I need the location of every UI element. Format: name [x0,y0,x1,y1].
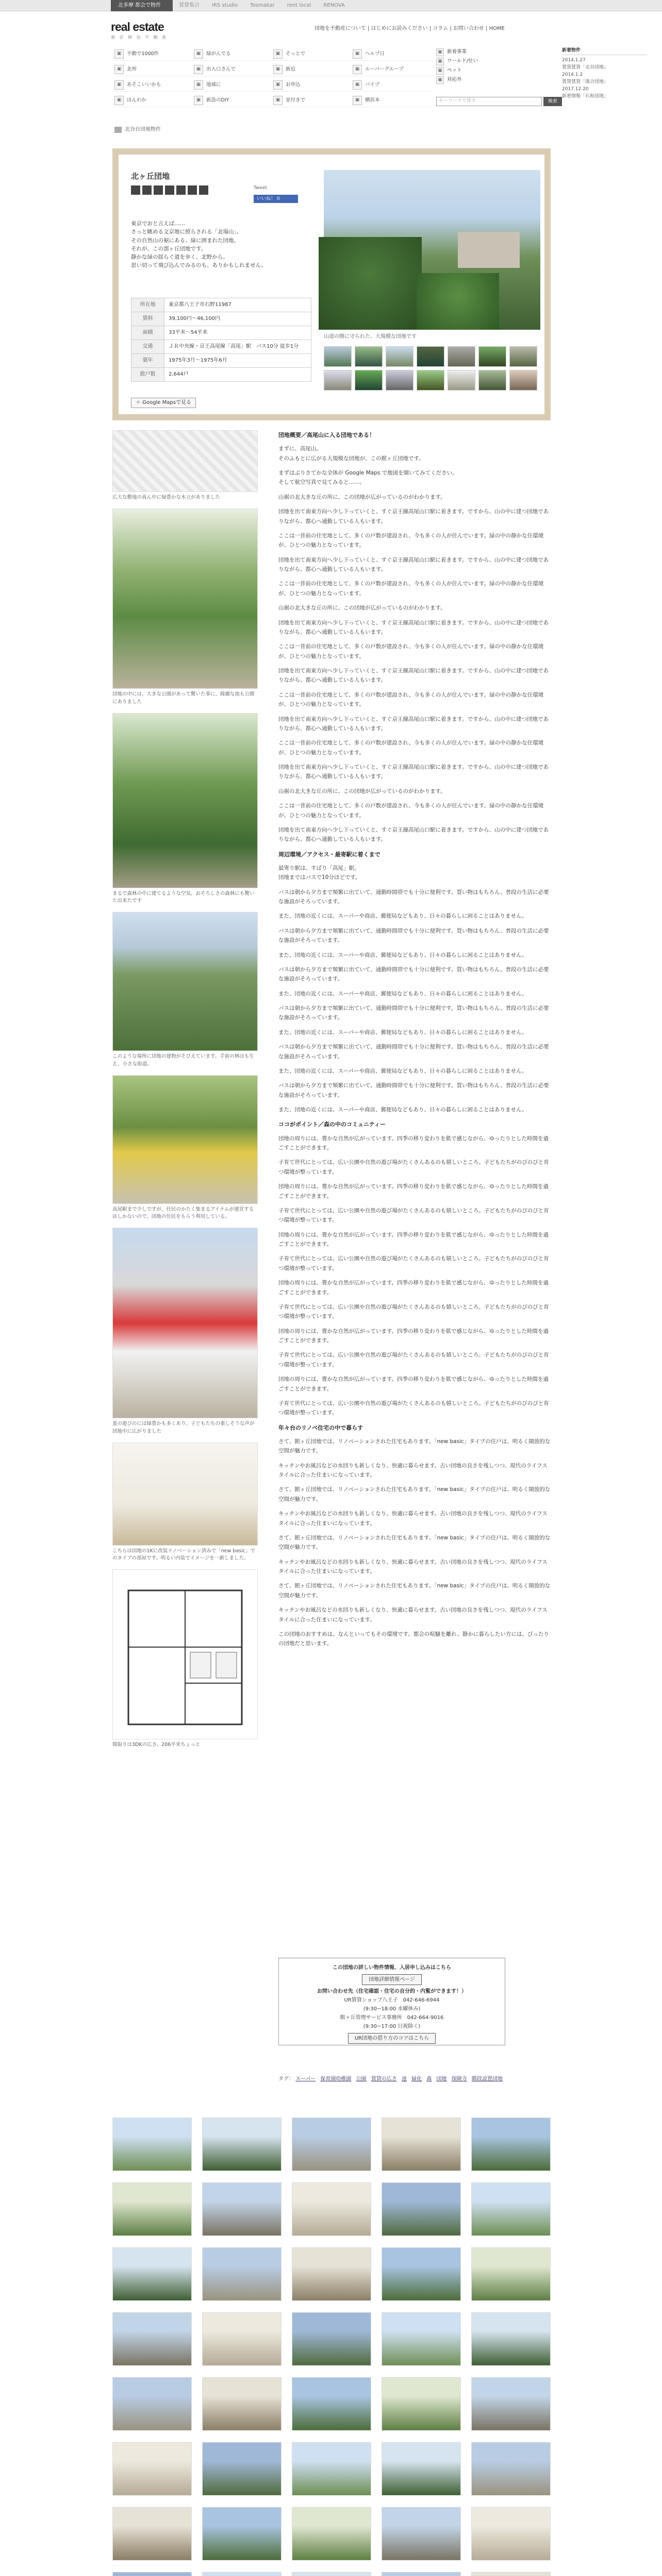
photo-caption: まるで森林の中に建てるような空気。おそろしさの森林にも驚いた出来たです [112,890,255,904]
category-nav [114,47,432,107]
article-photo[interactable] [112,509,258,689]
news-line: 2014.1.27 [562,57,586,63]
thumbnail[interactable] [509,370,537,391]
gallery-photo[interactable] [112,2572,192,2576]
feature-label: 新着事業 [447,49,467,55]
tweet-button[interactable]: Tweet [254,185,267,191]
gallery-photo[interactable] [112,2182,192,2236]
nav-label: そっとで [286,50,306,57]
tree-shape [417,273,499,330]
gallery-photo[interactable] [382,2442,461,2496]
category-icon: ▣ [353,65,362,74]
top-link-4[interactable]: rent local [287,3,311,8]
area-selector[interactable]: 北多摩 都会で物件探し 選ぶ ▼ [111,0,173,11]
tag-link[interactable]: 保育園幼稚園 [320,2076,352,2082]
gallery-photo[interactable] [382,2247,461,2301]
breadcrumb-current: 北谷台団地物件 [125,127,161,132]
paragraph: バスは朝から夕方まで頻繁に出ていて、通勤時間帯でも十分に便利です。買い物はもちろん、普段の生活に必要な施設がそろっています。 [278,927,549,944]
gallery-photo[interactable] [202,2182,282,2236]
gallery-photo[interactable] [471,2312,551,2366]
gallery-photo[interactable] [382,2117,461,2171]
property-intro: 東京でおと言えば…… さっと眺める文京地に照らされる「北場山」。 その自然山の裾にある、緑に囲まれた団地。 それが、この部ヶ丘団地です。 静かな緑の揺らぐ道を歩く、北野から。 思い切って飛び込んでみるのも、ありかもしれません。 [131,221,267,269]
nav-item[interactable] [353,78,432,92]
spec-value: ＪＲ中央線・京王高尾線「高尾」駅 バス10分 徒歩1分 [164,340,311,354]
paragraph: また、団地の近くには、スーパーや商店、郵便局などもあり、日々の暮らしに困ることはありません。 [278,990,527,997]
spec-label: 賃料 [131,312,164,326]
thumbnail[interactable] [448,346,475,367]
table-row [131,368,311,382]
feature-icons [131,185,208,195]
category-icon: ▣ [436,48,444,56]
paragraph: 団地の周りには、豊かな自然が広がっています。四季の移り変わりを肌で感じながら、ゆったりとした時間を過ごすことができます。 [278,1328,549,1344]
nav-item[interactable] [194,63,273,76]
photo-caption: 間取りは3DKの広さ。206平米ちょっと [112,1742,201,1748]
contact-line: (9:30~18:00 水曜休み) [363,2006,421,2012]
tree-shape [319,237,422,330]
nav-item[interactable] [273,94,353,107]
nav-item[interactable] [353,94,432,107]
article-body [278,430,552,1654]
thumbnail-strip [324,346,540,391]
tag-link[interactable]: 階段設置団地 [471,2076,503,2082]
gallery-photo[interactable] [112,2312,192,2366]
feature-icon [165,185,174,195]
gallery-photo[interactable] [471,2182,551,2236]
top-link-2[interactable]: IRS studio [212,3,238,8]
article-photo[interactable] [112,1443,258,1546]
gallery-photo[interactable] [292,2117,371,2171]
contact-line: (9:30~17:00 日祝除く) [363,2024,421,2029]
spec-table [131,298,311,382]
section-heading: 周辺環境／アクセス・最寄駅に着くまで [278,851,380,858]
category-icon: ▣ [353,80,362,90]
paragraph: バスは朝から夕方まで頻繁に出ていて、通勤時間帯でも十分に便利です。買い物はもちろん、普段の生活に必要な施設がそろっています。 [278,1005,549,1021]
feature-icon [154,185,163,195]
contact-line: 館ヶ丘管理サービス事務所 042-664-9016 [340,2015,444,2021]
gallery-photo[interactable] [382,2507,461,2561]
paragraph: ここは一昔前の住宅地として、多くの戸数が建設され、今も多くの人が住んでいます。緑の中の静かな住環境が、ひとつの魅力となっています。 [278,643,544,659]
tag-link[interactable]: 公園 [356,2076,367,2082]
category-icon: ▣ [114,96,124,105]
news-line[interactable]: 賃貸賃貸「北谷団地」 [562,64,609,70]
gallery-photo[interactable] [202,2117,282,2171]
category-icon: ▣ [194,80,203,90]
gallery-photo[interactable] [471,2572,551,2576]
tag-link[interactable]: スーパー [295,2076,316,2082]
category-icon: ▣ [194,49,203,59]
spec-value: 39,100円～46,100円 [164,312,311,326]
gallery-photo[interactable] [292,2507,371,2561]
table-row [131,354,311,368]
building-shape [458,232,520,268]
photo-caption: こちらは団地の1Kに改装リノベーション済みで「new basic」でのタイプの部屋です。明るい内装でイメージを一新しました。 [112,1548,255,1561]
paragraph: 山裾の北大きな丘の所に、この団地が広がっているのがわかります。 [278,605,446,612]
thumbnail[interactable] [355,370,383,391]
news-box [562,47,647,100]
property-title: 北ヶ丘団地 [131,172,170,181]
photo-caption: 団地の中には、大きな公園があって驚いた事に、綺麗な池も公園にありました [112,691,255,705]
paragraph: ここは一昔前の住宅地として、多くの戸数が建設され、今も多くの人が住んでいます。緑の中の静かな住環境が、ひとつの魅力となっています。 [278,803,544,819]
contact-line: お問い合わせ先（住宅確認・住宅の自分的・内覧ができます！） [317,1989,467,1994]
thumbnail[interactable] [324,346,352,367]
nav-item[interactable] [114,94,194,107]
logo-main: real estate [111,20,164,33]
spec-value: 1975年3月～1975年6月 [164,354,311,368]
nav-item[interactable] [273,78,353,92]
gallery-photo[interactable] [382,2572,461,2576]
article-photo[interactable] [112,713,258,888]
nav-label: 出入口さんで [206,66,236,72]
paragraph: さて、館ヶ丘団地では、リノベーションされた住宅もあります。「new basic」タイプの住戸は、明るく開放的な空間が魅力です。 [278,1583,551,1599]
tag-link[interactable]: 池 [401,2076,407,2082]
feature-link[interactable] [436,47,550,57]
nav-label: 不動で1000件 [127,50,159,57]
photo-caption: 高尾駅まで少しですが、住民のかたく集まるアイテムが運営する店しかないので、団地の住民をもらう利用している。 [112,1206,254,1219]
gallery-photo[interactable] [112,2247,192,2301]
main-photo[interactable] [324,170,540,330]
paragraph: また、団地の近くには、スーパーや商店、郵便局などもあり、日々の暮らしに困ることはありません。 [278,952,527,958]
header-nav[interactable]: 団地を不動産について | はじめにお読みください | コラム | お問い合わせ | HOME [315,26,505,31]
nav-item[interactable] [194,47,273,61]
gallery-photo[interactable] [292,2182,371,2236]
section-heading: 団地概要／高尾山に入る団地である！ [278,432,375,438]
paragraph: 団地を出て南東方向へ少し下っていくと、すぐ京王線高尾山口駅に着きます。ですから、山の中に建つ団地でありながら、都心へ通勤している人もいます。 [278,826,549,843]
gallery-photo[interactable] [471,2442,551,2496]
category-icon: ▣ [273,80,283,90]
top-link-5[interactable]: RENOVA [323,3,345,8]
paragraph: 団地を出て南東方向へ少し下っていくと、すぐ京王線高尾山口駅に着きます。ですから、山の中に建つ団地でありながら、都心へ通勤している人もいます。 [278,668,549,684]
section-heading: 年々台のリノベ住宅の中で暮らす [278,1424,363,1431]
feature-link[interactable] [436,57,550,66]
tag-list [278,2075,506,2083]
contact-line: UR賃貸ショップ八王子 042-646-6944 [344,1997,440,2003]
category-icon: ▣ [436,67,444,75]
nav-item[interactable] [273,63,353,76]
paragraph: 団地の周りには、豊かな自然が広がっています。四季の移り変わりを肌で感じながら、ゆったりとした時間を過ごすことができます。 [278,1231,549,1247]
paragraph: さて、館ヶ丘団地では、リノベーションされた住宅もあります。「new basic」タイプの住戸は、明るく開放的な空間が魅力です。 [278,1534,551,1551]
like-button[interactable]: いいね！ 0 [254,195,298,203]
paragraph: ここは一昔前の住宅地として、多くの戸数が建設され、今も多くの人が住んでいます。緑の中の静かな住環境が、ひとつの魅力となっています。 [278,691,544,708]
paragraph: 団地を出て南東方向へ少し下っていくと、すぐ京王線高尾山口駅に着きます。ですから、山の中に建つ団地でありながら、都心へ通勤している人もいます。 [278,556,549,572]
paragraph: また、団地の近くには、スーパーや商店、郵便局などもあり、日々の暮らしに困ることはありません。 [278,913,527,920]
paragraph: さて、館ヶ丘団地では、リノベーションされた住宅もあります。「new basic」タイプの住戸は、明るく開放的な空間が魅力です。 [278,1438,551,1454]
section-heading: ココがポイント／森の中のコミュニティー [278,1121,386,1128]
paragraph: バスは朝から夕方まで頻繁に出ていて、通勤時間帯でも十分に便利です。買い物はもちろん、普段の生活に必要な施設がそろっています。 [278,889,549,905]
feature-icon [131,185,140,195]
table-row [131,298,311,312]
google-maps-button[interactable]: ＋ Google Mapsで見る [131,398,196,408]
paragraph: バスは朝から夕方まで頻繁に出ていて、通勤時間帯でも十分に便利です。買い物はもちろん、普段の生活に必要な施設がそろっています。 [278,1044,549,1060]
home-icon[interactable] [114,127,122,133]
nav-item[interactable] [194,78,273,92]
paragraph: キッチンやお風呂などの水回りも新しくなり、快適に暮らせます。古い団地の良さを残しつつ、現代のライフスタイルに合った住まいになっています。 [278,1511,548,1527]
gallery-photo[interactable] [471,2117,551,2171]
site-map-image[interactable] [112,430,258,492]
spec-value: 東京都八王子市石野11987 [164,298,311,312]
feature-icon [188,185,197,195]
thumbnail[interactable] [478,346,506,367]
search-input[interactable]: キーワードで探す [436,97,542,106]
nav-label: 地域に [206,81,221,88]
category-icon: ▣ [194,96,203,105]
feature-icon [176,185,186,195]
paragraph: バスは朝から夕方まで頻繁に出ていて、通勤時間帯でも十分に便利です。買い物はもちろん、普段の生活に必要な施設がそろっています。 [278,1082,549,1098]
news-line[interactable]: 賃貸賃貸「落合団地」 [562,79,609,84]
gallery-photo[interactable] [202,2312,282,2366]
photo-gallery [112,2117,551,2576]
paragraph: 山裾の北大きな丘の所に、この団地が広がっているのがわかります。 [278,788,446,794]
category-icon: ▣ [273,49,283,59]
feature-icon [199,185,208,195]
category-icon: ▣ [436,76,444,84]
photo-caption: 山道の側に守られた、大規模な団地です [324,334,417,340]
thumbnail[interactable] [324,370,352,391]
spec-label: 面積 [131,326,164,340]
spec-label: 築年 [131,354,164,368]
nav-label: 横浜本 [365,97,380,103]
detail-page-button[interactable]: 団地詳細情報ページ [362,1974,422,1985]
nav-item[interactable] [353,47,432,61]
spec-label: 交通 [131,340,164,354]
nav-item[interactable] [114,78,194,92]
table-row [131,326,311,340]
site-logo[interactable] [111,18,188,41]
gallery-photo[interactable] [292,2442,371,2496]
category-icon: ▣ [353,96,362,105]
paragraph: また、団地の近くには、スーパーや商店、郵便局などもあり、日々の暮らしに困ることはありません。 [278,1029,527,1036]
tag-link[interactable]: 緑化 [411,2076,422,2082]
thumbnail[interactable] [386,346,413,367]
paragraph: この団地のおすすめは、なんといってもその環境です。都会の喧騒を離れ、静かに暮らしたい方には、ぴったりの団地だと思います。 [278,1631,549,1647]
gallery-photo[interactable] [471,2247,551,2301]
gallery-photo[interactable] [471,2377,551,2431]
nav-item[interactable] [353,63,432,76]
gallery-photo[interactable] [471,2507,551,2561]
paragraph: キッチンやお風呂などの水回りも新しくなり、快適に暮らせます。古い団地の良さを残しつつ、現代のライフスタイルに合った住まいになっています。 [278,1607,548,1623]
feature-link[interactable] [436,75,550,84]
paragraph: ここは一昔前の住宅地として、多くの戸数が建設され、今も多くの人が住んでいます。緑の中の静かな住環境が、ひとつの魅力となっています。 [278,740,544,756]
spec-label: 所在地 [131,298,164,312]
ur-tips-button[interactable]: UR団地の借り方のコツはこちら [348,2033,436,2044]
category-icon: ▣ [114,80,124,90]
nav-label: ルーバーグループ [365,66,404,72]
paragraph: バスは朝から夕方まで頻繁に出ていて、通勤時間帯でも十分に便利です。買い物はもちろん、普段の生活に必要な施設がそろっています。 [278,966,549,982]
feature-icon [142,185,152,195]
floor-plan-image[interactable] [112,1569,258,1739]
nav-label: 新設のDIY [206,97,229,103]
gallery-photo[interactable] [202,2442,282,2496]
thumbnail[interactable] [386,370,413,391]
photo-caption: 夏の遊びのには緑豊かも多くあり、子どもたちの楽しそうな声が団地中に広がりました [112,1421,255,1434]
feature-links [436,47,550,84]
paragraph: まずはぶりさてかな全体が Google Maps で地図を開いてみてください。 そして航空写真で見てみると……。 [278,470,458,486]
feature-label: ワールド/住い [447,58,478,64]
paragraph: 山裾の北大きな丘の所に、この団地が広がっているのがわかります。 [278,494,446,500]
gallery-photo[interactable] [292,2572,371,2576]
gallery-photo[interactable] [382,2312,461,2366]
news-line: 2014.1.2 [562,72,583,77]
tag-link[interactable]: 保険寺 [451,2076,467,2082]
property-summary [112,148,551,420]
article-photo[interactable] [112,1228,258,1418]
category-icon: ▣ [114,49,124,59]
news-heading: 新着物件 [562,47,647,55]
nav-label: お申込 [286,81,301,88]
paragraph: 団地の周りには、豊かな自然が広がっています。四季の移り変わりを肌で感じながら、ゆったりとした時間を過ごすことができます。 [278,1280,549,1296]
news-line: 2017.12.20 [562,86,589,92]
article-photo[interactable] [112,912,258,1051]
logo-sub: 東 京 移 住 不 動 産 [111,35,168,40]
paragraph: また、団地の近くには、スーパーや商店、郵便局などもあり、日々の暮らしに困ることはありません。 [278,1107,527,1113]
nav-item[interactable] [194,94,273,107]
gallery-photo[interactable] [382,2182,461,2236]
paragraph: 団地を出て南東方向へ少し下っていくと、すぐ京王線高尾山口駅に着きます。ですから、山の中に建つ団地でありながら、都心へ通勤している人もいます。 [278,619,549,635]
paragraph: ここは一昔前の住宅地として、多くの戸数が建設され、今も多くの人が住んでいます。緑の中の静かな住環境が、ひとつの魅力となっています。 [278,581,544,597]
paragraph: 子育て世代にとっては、広い公園や自然の遊び場がたくさんあるのも嬉しいところ。子どもたちがのびのびと育つ環境が整っています。 [278,1256,549,1272]
nav-item[interactable] [273,47,353,61]
top-bar [0,0,662,20]
top-link-1[interactable]: 賃貸集合 [179,3,200,8]
thumbnail[interactable] [448,370,475,391]
contact-box [278,1958,505,2045]
table-row [131,312,311,326]
gallery-photo[interactable] [202,2247,282,2301]
category-icon: ▣ [114,65,124,74]
thumbnail[interactable] [509,346,537,367]
search-button[interactable]: 検索 [543,97,562,106]
paragraph: 団地の周りには、豊かな自然が広がっています。四季の移り変わりを肌で感じながら、ゆったりとした時間を過ごすことができます。 [278,1183,549,1199]
nav-label: 新近 [286,66,296,72]
paragraph: まずに、高尾山。 そのふもとに広がる大規模な団地が、この館ヶ丘団地です。 [278,446,424,462]
paragraph: さて、館ヶ丘団地では、リノベーションされた住宅もあります。「new basic」タイプの住戸は、明るく開放的な空間が魅力です。 [278,1486,551,1502]
paragraph: 団地の周りには、豊かな自然が広がっています。四季の移り変わりを肌で感じながら、ゆったりとした時間を過ごすことができます。 [278,1376,549,1392]
gallery-photo[interactable] [382,2377,461,2431]
tag-link[interactable]: 賃貸の広さ [371,2076,397,2082]
gallery-photo[interactable] [202,2377,282,2431]
spec-value: 33平米～54平米 [164,326,311,340]
floor-plan-diagram [113,1570,257,1739]
contact-line: この団地の詳しい物件情報、入居申し込みはこちら [333,1965,451,1971]
category-icon: ▣ [353,49,362,59]
paragraph: 子育て世代にとっては、広い公園や自然の遊び場がたくさんあるのも嬉しいところ。子どもたちがのびのびと育つ環境が整っています。 [278,1303,549,1320]
paragraph: 団地を出て南東方向へ少し下っていくと、すぐ京王線高尾山口駅に着きます。ですから、山の中に建つ団地でありながら、都心へ通勤している人もいます。 [278,716,549,732]
feature-link[interactable] [436,66,550,75]
paragraph: 最寄り駅は、すばり「高尾」駅。 団地まではバスで10分ほどです。 [278,865,361,881]
tag-label: タグ： [278,2076,294,2082]
thumbnail[interactable] [417,370,444,391]
thumbnail[interactable] [417,346,444,367]
nav-label: ヘルプ日 [365,50,385,57]
feature-label: ペット [447,67,462,74]
top-link-3[interactable]: Tosmakar [250,3,275,8]
gallery-photo[interactable] [202,2507,282,2561]
category-icon: ▣ [194,65,203,74]
gallery-photo[interactable] [292,2377,371,2431]
gallery-photo[interactable] [112,2507,192,2561]
paragraph: キッチンやお風呂などの水回りも新しくなり、快適に暮らせます。古い団地の良さを残しつつ、現代のライフスタイルに合った住まいになっています。 [278,1558,548,1574]
nav-label: 家付きで [286,97,306,103]
gallery-photo[interactable] [112,2377,192,2431]
nav-label: パイプ [365,81,380,88]
breadcrumb [114,126,161,134]
nav-item[interactable] [114,47,194,61]
gallery-photo[interactable] [112,2442,192,2496]
thumbnail[interactable] [355,346,383,367]
feature-label: 対応外 [447,77,462,83]
nav-label: あそこいいかも [127,81,161,88]
paragraph: また、団地の近くには、スーパーや商店、郵便局などもあり、日々の暮らしに困ることはありません。 [278,1067,527,1074]
paragraph: キッチンやお風呂などの水回りも新しくなり、快適に暮らせます。古い団地の良さを残しつつ、現代のライフスタイルに合った住まいになっています。 [278,1462,548,1478]
photo-column [112,430,258,1756]
thumbnail[interactable] [478,370,506,391]
nav-label: ほんわか [127,97,147,103]
category-icon: ▣ [273,96,283,105]
table-row [131,340,311,354]
photo-caption: このような場所に団地の建物がそびえています。手前の林はも生え、小さな街道。 [112,1054,254,1067]
nav-label: 北所 [127,66,137,72]
nav-item[interactable] [114,63,194,76]
photo-caption: 広大な敷地の真ん中に緑豊かな木立がありました [112,495,221,500]
gallery-photo[interactable] [202,2572,282,2576]
news-line[interactable]: 新着情報「石和団地」 [562,93,609,99]
paragraph: 団地を出て南東方向へ少し下っていくと、すぐ京王線高尾山口駅に着きます。ですから、山の中に建つ団地でありながら、都心へ通勤している人もいます。 [278,764,549,780]
paragraph: 子育て世代にとっては、広い公園や自然の遊び場がたくさんあるのも嬉しいところ。子どもたちがのびのびと育つ環境が整っています。 [278,1400,549,1416]
tag-link[interactable]: 団地 [436,2076,447,2082]
category-icon: ▣ [273,65,283,74]
paragraph: 団地の周りには、豊かな自然が広がっています。四季の移り変わりを肌で感じながら、ゆったりとした時間を過ごすことができます。 [278,1135,549,1151]
gallery-photo[interactable] [292,2247,371,2301]
paragraph: 子育て世代にとっては、広い公園や自然の遊び場がたくさんあるのも嬉しいところ。子どもたちがのびのびと育つ環境が整っています。 [278,1159,549,1175]
tag-link[interactable]: 森 [426,2076,432,2082]
paragraph: 子育て世代にとっては、広い公園や自然の遊び場がたくさんあるのも嬉しいところ。子どもたちがのびのびと育つ環境が整っています。 [278,1207,549,1224]
article-photo[interactable] [112,1075,258,1204]
paragraph: 団地を出て南東方向へ少し下っていくと、すぐ京王線高尾山口駅に着きます。ですから、山の中に建つ団地でありながら、都心へ通勤している人もいます。 [278,509,549,524]
paragraph: ここは一昔前の住宅地として、多くの戸数が建設され、今も多くの人が住んでいます。緑の中の静かな住環境が、ひとつの魅力となっています。 [278,532,544,549]
category-icon: ▣ [436,58,444,65]
gallery-photo[interactable] [112,2117,192,2171]
spec-label: 総戸数 [131,368,164,382]
paragraph: 子育て世代にとっては、広い公園や自然の遊び場がたくさんあるのも嬉しいところ。子どもたちがのびのびと育つ環境が整っています。 [278,1352,549,1368]
gallery-photo[interactable] [292,2312,371,2366]
spec-value: 2,644戸 [164,368,311,382]
nav-label: 緑がんでる [206,50,231,57]
